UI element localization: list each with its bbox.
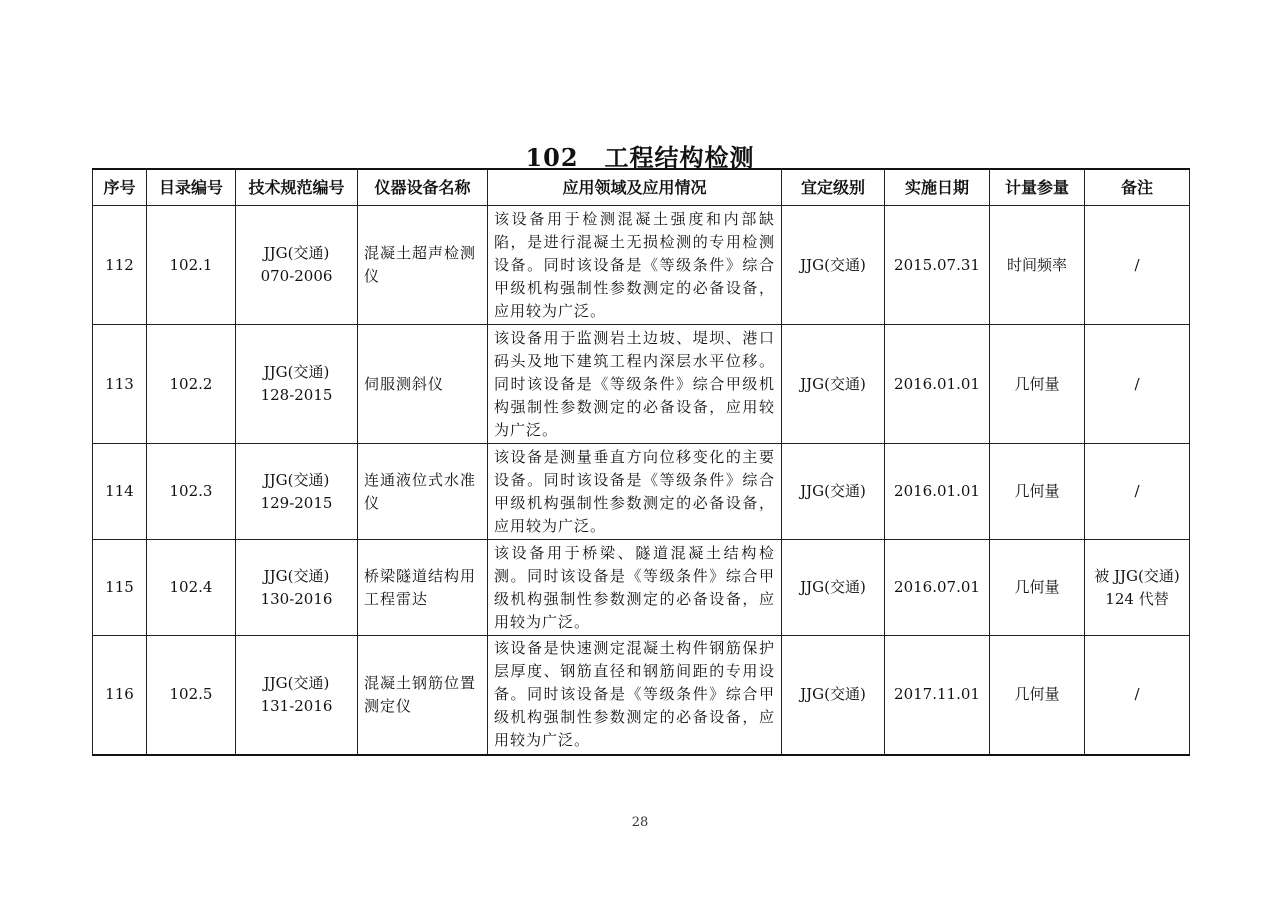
cell-params: 几何量 — [990, 325, 1085, 444]
cell-spec — [236, 636, 358, 755]
cell-seq: 115 — [93, 540, 147, 636]
cell-catalog: 102.4 — [147, 540, 236, 636]
cell-seq: 113 — [93, 325, 147, 444]
cell-name: 伺服测斜仪 — [358, 325, 488, 444]
cell-date: 2016.01.01 — [885, 444, 990, 540]
table-row — [93, 636, 1190, 755]
header-seq: 序号 — [93, 169, 147, 206]
cell-application: 该设备是快速测定混凝土构件钢筋保护层厚度、钢筋直径和钢筋间距的专用设备。同时该设备是《等级条件》综合甲级机构强制性参数测定的必备设备，应用较为广泛。 — [488, 636, 782, 755]
cell-application: 该设备用于检测混凝土强度和内部缺陷，是进行混凝土无损检测的专用检测设备。同时该设备是《等级条件》综合甲级机构强制性参数测定的必备设备，应用较为广泛。 — [488, 206, 782, 325]
instrument-catalog-table — [92, 168, 1190, 756]
cell-name: 连通液位式水准仪 — [358, 444, 488, 540]
cell-remarks: / — [1085, 206, 1190, 325]
cell-seq: 116 — [93, 636, 147, 755]
header-params: 计量参量 — [990, 169, 1085, 206]
cell-level: JJG(交通) — [782, 636, 885, 755]
header-date: 实施日期 — [885, 169, 990, 206]
cell-remarks: 被 JJG(交通) 124 代替 — [1085, 540, 1190, 636]
spec-line-1: JJG(交通) — [263, 673, 330, 692]
cell-date: 2016.07.01 — [885, 540, 990, 636]
cell-params: 几何量 — [990, 540, 1085, 636]
cell-level: JJG(交通) — [782, 444, 885, 540]
cell-application: 该设备用于桥梁、隧道混凝土结构检测。同时该设备是《等级条件》综合甲级机构强制性参数测定的必备设备，应用较为广泛。 — [488, 540, 782, 636]
cell-spec — [236, 540, 358, 636]
cell-level: JJG(交通) — [782, 540, 885, 636]
section-number: 102 — [525, 143, 579, 172]
header-name: 仪器设备名称 — [358, 169, 488, 206]
cell-date: 2016.01.01 — [885, 325, 990, 444]
cell-application: 该设备用于监测岩土边坡、堤坝、港口码头及地下建筑工程内深层水平位移。同时该设备是《等级条件》综合甲级机构强制性参数测定的必备设备，应用较为广泛。 — [488, 325, 782, 444]
cell-seq: 114 — [93, 444, 147, 540]
cell-level: JJG(交通) — [782, 325, 885, 444]
table-row — [93, 444, 1190, 540]
spec-line-1: JJG(交通) — [263, 566, 330, 585]
cell-name: 混凝土钢筋位置测定仪 — [358, 636, 488, 755]
spec-line-2: 070-2006 — [260, 267, 333, 285]
cell-params: 时间频率 — [990, 206, 1085, 325]
cell-remarks: / — [1085, 325, 1190, 444]
cell-catalog: 102.3 — [147, 444, 236, 540]
header-application: 应用领域及应用情况 — [488, 169, 782, 206]
cell-spec — [236, 206, 358, 325]
header-level: 宜定级别 — [782, 169, 885, 206]
table-row — [93, 325, 1190, 444]
cell-catalog: 102.5 — [147, 636, 236, 755]
cell-date: 2017.11.01 — [885, 636, 990, 755]
section-title: 工程结构检测 — [604, 143, 755, 172]
spec-line-1: JJG(交通) — [263, 470, 330, 489]
spec-line-2: 131-2016 — [260, 696, 333, 715]
table-row — [93, 540, 1190, 636]
cell-remarks: / — [1085, 444, 1190, 540]
cell-application: 该设备是测量垂直方向位移变化的主要设备。同时该设备是《等级条件》综合甲级机构强制性参数测定的必备设备，应用较为广泛。 — [488, 444, 782, 540]
spec-line-2: 128-2015 — [260, 386, 333, 404]
page-number: 28 — [631, 815, 649, 830]
table-header-row — [93, 169, 1190, 206]
spec-line-1: JJG(交通) — [263, 363, 330, 381]
cell-params: 几何量 — [990, 444, 1085, 540]
cell-params: 几何量 — [990, 636, 1085, 755]
cell-name: 混凝土超声检测仪 — [358, 206, 488, 325]
cell-spec — [236, 325, 358, 444]
spec-line-2: 129-2015 — [260, 493, 333, 512]
cell-seq: 112 — [93, 206, 147, 325]
cell-spec — [236, 444, 358, 540]
cell-catalog: 102.2 — [147, 325, 236, 444]
cell-date: 2015.07.31 — [885, 206, 990, 325]
spec-line-2: 130-2016 — [260, 589, 333, 608]
cell-name: 桥梁隧道结构用工程雷达 — [358, 540, 488, 636]
table-row — [93, 206, 1190, 325]
cell-catalog: 102.1 — [147, 206, 236, 325]
header-catalog: 目录编号 — [147, 169, 236, 206]
header-remarks: 备注 — [1085, 169, 1190, 206]
cell-level: JJG(交通) — [782, 206, 885, 325]
spec-line-1: JJG(交通) — [263, 244, 330, 262]
header-spec: 技术规范编号 — [236, 169, 358, 206]
cell-remarks: / — [1085, 636, 1190, 755]
